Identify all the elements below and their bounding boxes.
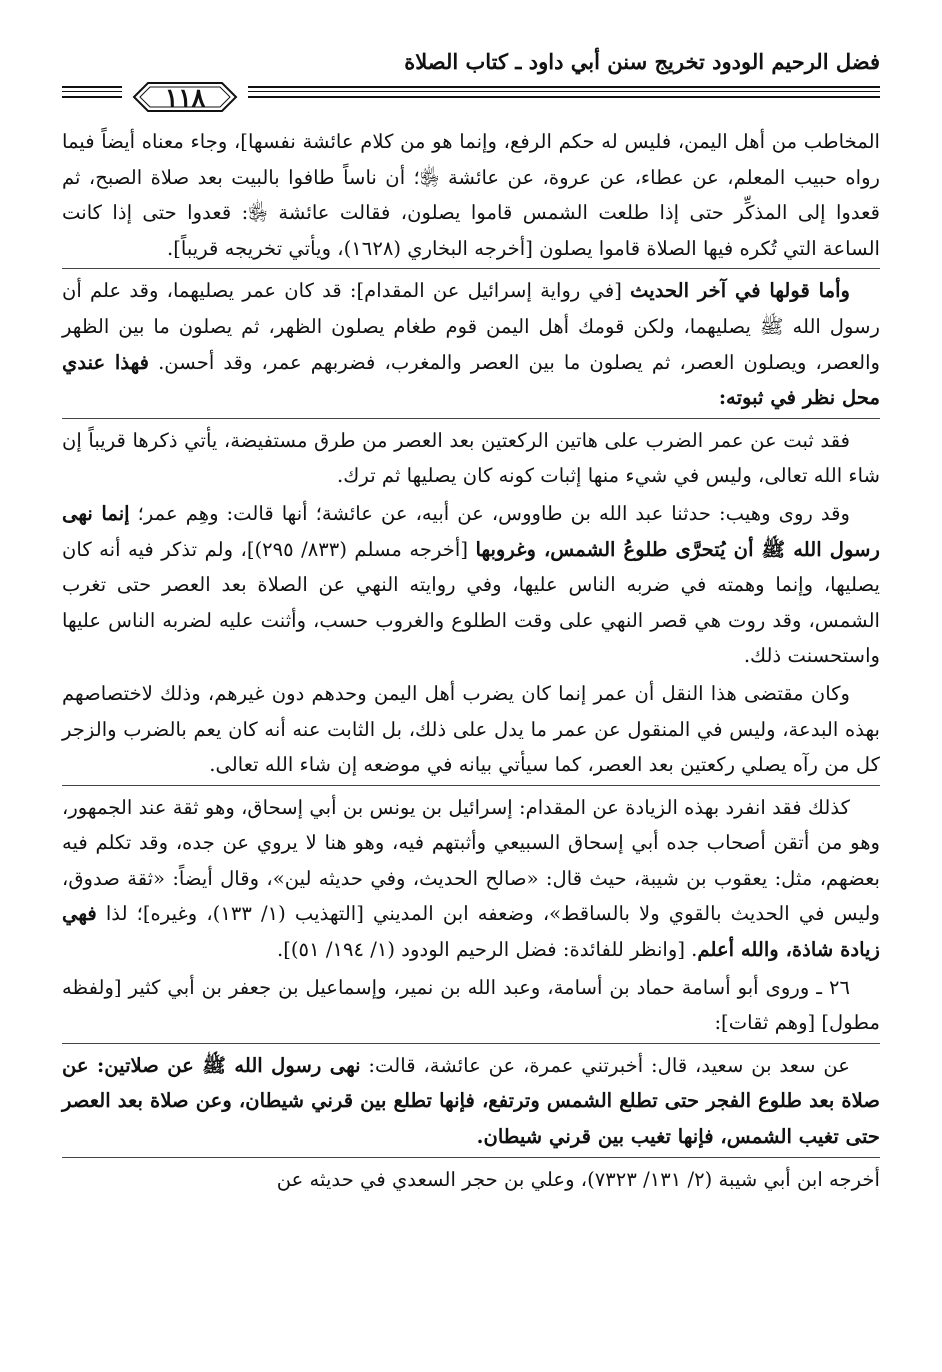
paragraph-6-text-a: كذلك فقد انفرد بهذه الزيادة عن المقدام: إسرائيل بن يونس بن أبي إسحاق، وهو ثقة عند الجمهور، وهو من أتقن أصحاب جده أبي إسحاق السبيعي وأثبتهم فيه، وهو هنا لا يروي عن جده، وقد تكلم فيه بعضهم، مثل: يعقوب بن شيبة، حيث قال: «صالح الحديث، وفي حديثه لين»، وقال أيضاً: «ثقة صدوق، وليس في الحديث بالقوي ولا بالساقط»، وضعفه ابن المديني [التهذيب (١/ ١٣٣)، وغيره]؛ لذا bbox=[62, 795, 880, 926]
header-rule-left-bottom bbox=[62, 96, 122, 98]
page-header bbox=[62, 40, 880, 116]
paragraph-6-verdict: فهي زيادة شاذة، والله أعلم bbox=[62, 902, 880, 962]
header-rule-bottom bbox=[248, 96, 880, 98]
header-rule-left-middle bbox=[62, 91, 122, 92]
paragraph-divider bbox=[62, 1043, 880, 1044]
paragraph-2 bbox=[62, 273, 880, 415]
paragraph-8 bbox=[62, 1048, 880, 1155]
paragraph-8-isnad: عن سعد بن سعيد، قال: أخبرتني عمرة، عن عائشة، قالت: bbox=[360, 1053, 850, 1077]
paragraph-5: وكان مقتضى هذا النقل أن عمر إنما كان يضرب أهل اليمن وحدهم دون غيرهم، وذلك لاختصاصهم بهذه البدعة، وليس في المنقول عن عمر ما يدل على ذلك، بل الثابت عنه أنه كان يعم بالضرب والزجر كل من رآه يصلي ركعتين بعد العصر، كما سيأتي بيانه في موضعه إن شاء الله تعالى. bbox=[62, 681, 880, 777]
paragraph-4-text-a: وقد روى وهيب: حدثنا عبد الله بن طاووس، عن أبيه، عن عائشة؛ أنها قالت: وهِم عمر؛ bbox=[129, 501, 850, 525]
paragraph-4-hadith: إنما نهى رسول الله ﷺ أن يُتحرَّى طلوعُ الشمس، وغروبها bbox=[62, 501, 880, 561]
paragraph-2-text: [في رواية إسرائيل عن المقدام]: قد كان عمر يصليهما، وقد علم أن رسول الله ﷺ يصليهما، ولكن قومك أهل اليمن قوم طغام يصلون الظهر، ثم يصلون ما بين الظهر والعصر، ويصلون العصر، ثم يصلون ما بين العصر والمغرب، فضربهم عمر، وقد أحسن. bbox=[62, 279, 880, 374]
header-rule-top bbox=[248, 86, 880, 88]
paragraph-divider bbox=[62, 785, 880, 786]
paragraph-8-matn: نهى رسول الله ﷺ عن صلاتين: عن صلاة بعد طلوع الفجر حتى تطلع الشمس وترتفع، فإنها تطلع بين قرني شيطان، وعن صلاة بعد العصر حتى تغيب الشمس، فإنها تغيب بين قرني شيطان. bbox=[62, 1053, 880, 1149]
running-title: فضل الرحيم الودود تخريج سنن أبي داود ـ كتاب الصلاة bbox=[404, 49, 880, 74]
paragraph-4-text-b: [أخرجه مسلم (٨٣٣/ ٢٩٥)]، ولم تذكر فيه أنه كان يصليها، وإنما وهمته في ضربه الناس عليها، وفي روايته النهي عن الصلاة بعد العصر حتى تغرب الشمس، وقد روت هي قصر النهي على وقت الطلوع والغروب حسب، وأثنت عليه لضربه الناس عليها واستحسنت ذلك. bbox=[62, 537, 880, 668]
paragraph-3: فقد ثبت عن عمر الضرب على هاتين الركعتين بعد العصر من طرق مستفيضة، يأتي ذكرها قريباً إن شاء الله تعالى، وليس في شيء منها إثبات كونه كان يصليها ثم ترك. bbox=[62, 428, 880, 488]
paragraph-divider bbox=[62, 1157, 880, 1158]
header-rule-middle bbox=[248, 91, 880, 92]
paragraph-4 bbox=[62, 496, 880, 674]
paragraph-6 bbox=[62, 790, 880, 968]
page-number: ١١٨ bbox=[164, 82, 206, 112]
header-rule-left-top bbox=[62, 86, 122, 88]
paragraph-2-conclusion: فهذا عندي محل نظر في ثبوته: bbox=[62, 350, 880, 410]
paragraph-divider bbox=[62, 418, 880, 419]
page-body bbox=[62, 124, 880, 1197]
paragraph-9: أخرجه ابن أبي شيبة (٢/ ١٣١/ ٧٣٢٣)، وعلي بن حجر السعدي في حديثه عن bbox=[276, 1167, 880, 1191]
paragraph-1: المخاطب من أهل اليمن، فليس له حكم الرفع، وإنما هو من كلام عائشة نفسها]، وجاء معناه أيضاً فيما رواه حبيب المعلم، عن عطاء، عن عروة، عن عائشة ﵂؛ أن ناساً طافوا بالبيت بعد صلاة الصبح، ثم قعدوا إلى المذكِّر حتى إذا طلعت الشمس قاموا يصلون، فقالت عائشة ﵂: قعدوا حتى إذا كانت الساعة التي تُكره فيها الصلاة قاموا يصلون [أخرجه البخاري (١٦٢٨)، ويأتي تخريجه قريباً]. bbox=[62, 130, 880, 260]
paragraph-6-text-b: . [وانظر للفائدة: فضل الرحيم الودود (١/ ١٩٤/ ٥١)]. bbox=[277, 938, 698, 962]
paragraph-7-hadith-number: ٢٦ ـ وروى أبو أسامة حماد بن أسامة، وعبد الله بن نمير، وإسماعيل بن جعفر بن أبي كثير [ولفظه مطول] [وهم ثقات]: bbox=[62, 975, 880, 1035]
page-number-frame bbox=[130, 80, 240, 114]
book-page bbox=[62, 40, 880, 1360]
paragraph-2-lead: وأما قولها في آخر الحديث bbox=[630, 279, 850, 303]
paragraph-divider bbox=[62, 268, 880, 269]
